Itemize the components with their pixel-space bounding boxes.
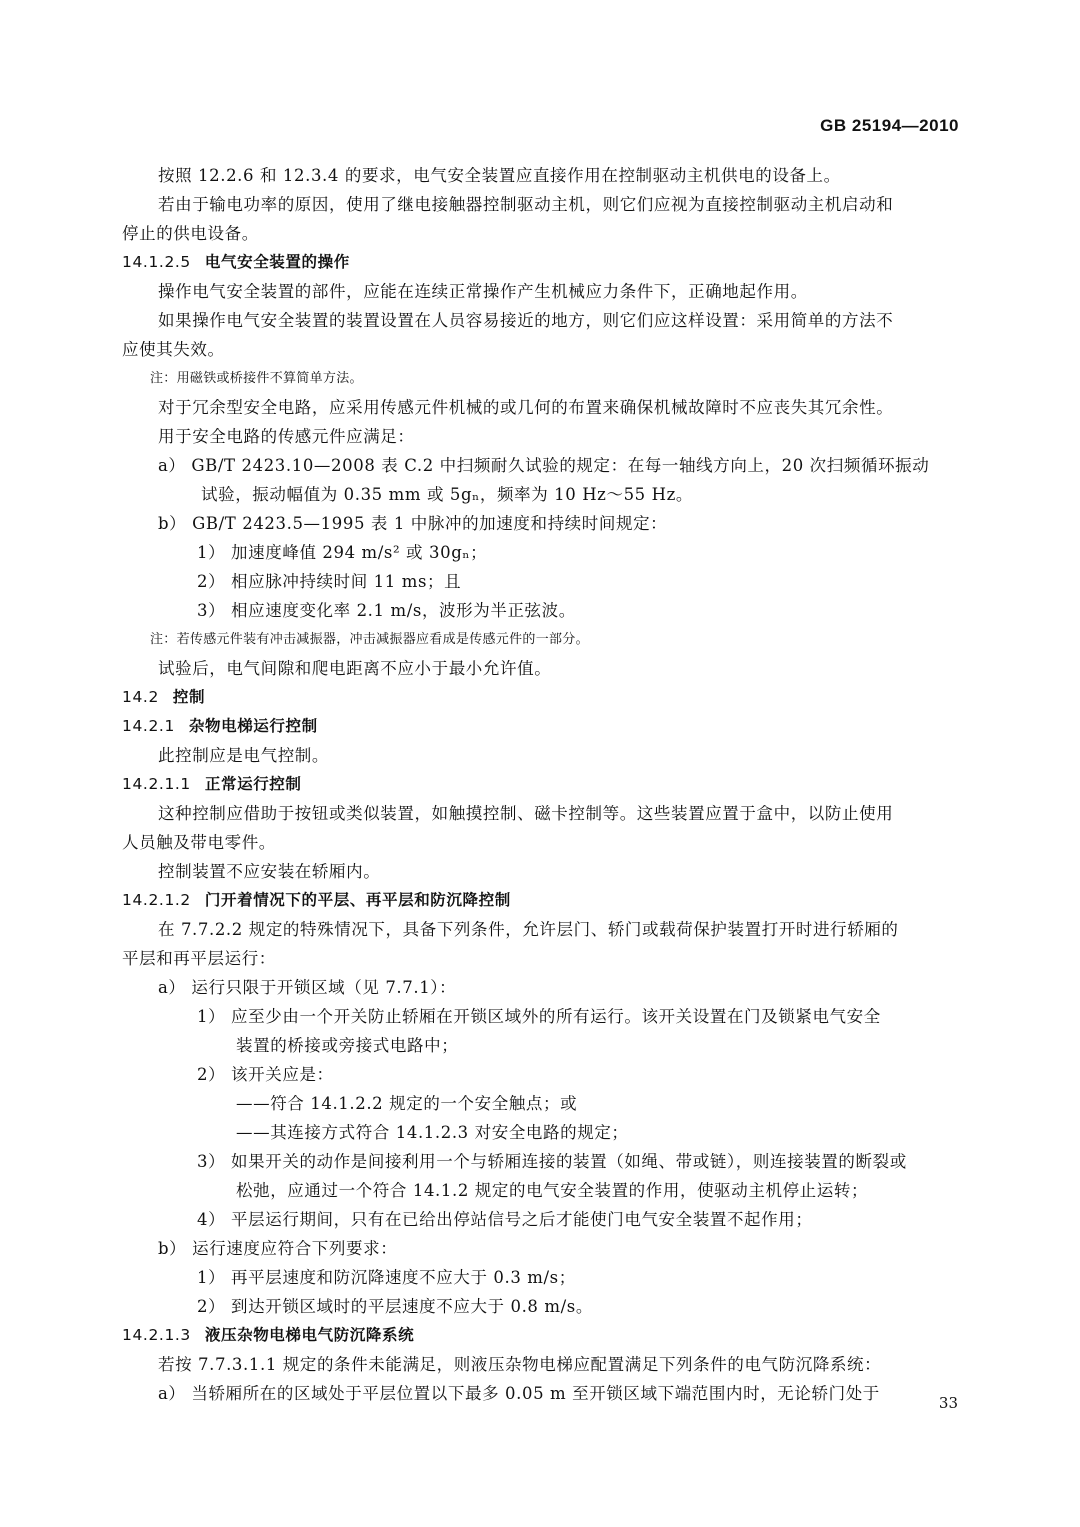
sub-list-item: 1） 加速度峰值 294 m/s² 或 30gₙ； [197,543,488,562]
paragraph-line: 若由于输电功率的原因，使用了继电接触器控制驱动主机，则它们应视为直接控制驱动主机启动和 [158,195,894,214]
sub-list-item: 2） 该开关应是： [197,1065,334,1084]
section-title: 门开着情况下的平层、再平层和防沉降控制 [204,891,511,909]
sub-list-item: 1） 再平层速度和防沉降速度不应大于 0.3 m/s； [197,1268,576,1287]
paragraph-line: 此控制应是电气控制。 [158,746,329,765]
paragraph-continuation: 平层和再平层运行： [122,949,276,968]
sub-list-item-continuation: 松弛，应通过一个符合 14.1.2 规定的电气安全装置的作用，使驱动主机停止运转； [236,1181,869,1200]
document-body [122,161,958,1408]
list-item: a） GB/T 2423.10—2008 表 C.2 中扫频耐久试验的规定：在每一轴线方向上，20 次扫频循环振动 [158,456,930,475]
page-number: 33 [938,1394,958,1412]
dash-item: ——符合 14.1.2.2 规定的一个安全触点；或 [236,1094,578,1113]
section-number: 14.2.1.2 [122,891,191,909]
section-title: 控制 [172,688,206,706]
section-number: 14.2.1 [122,717,175,735]
note-line: 注：用磁铁或桥接件不算简单方法。 [150,371,363,386]
sub-list-item: 3） 如果开关的动作是间接利用一个与轿厢连接的装置（如绳、带或链），则连接装置的断裂或 [197,1152,907,1171]
paragraph-continuation: 应使其失效。 [122,340,225,359]
paragraph-continuation: 人员触及带电零件。 [122,833,276,852]
section-number: 14.1.2.5 [122,253,191,271]
paragraph-line: 操作电气安全装置的部件，应能在连续正常操作产生机械应力条件下，正确地起作用。 [158,282,808,301]
note-line: 注：若传感元件装有冲击减振器，冲击减振器应看成是传感元件的一部分。 [150,632,589,647]
sub-list-item-continuation: 装置的桥接或旁接式电路中； [236,1036,459,1055]
section-heading [122,712,958,741]
sub-list-item: 2） 到达开锁区域时的平层速度不应大于 0.8 m/s。 [197,1297,593,1316]
paragraph-line: 在 7.7.2.2 规定的特殊情况下，具备下列条件，允许层门、轿门或载荷保护装置打开时进行轿厢的 [158,920,899,939]
paragraph-line: 按照 12.2.6 和 12.3.4 的要求，电气安全装置应直接作用在控制驱动主机供电的设备上。 [158,166,841,185]
paragraph-line: 若按 7.7.3.1.1 规定的条件未能满足，则液压杂物电梯应配置满足下列条件的电气防沉降系统： [158,1355,882,1374]
paragraph-line: 如果操作电气安全装置的装置设置在人员容易接近的地方，则它们应这样设置：采用简单的方法不 [158,311,894,330]
section-number: 14.2.1.1 [122,775,191,793]
list-item: b） GB/T 2423.5—1995 表 1 中脉冲的加速度和持续时间规定： [158,514,668,533]
list-item: b） 运行速度应符合下列要求： [158,1239,398,1258]
sub-list-item: 1） 应至少由一个开关防止轿厢在开锁区域外的所有运行。该开关设置在门及锁紧电气安全 [197,1007,881,1026]
section-title: 液压杂物电梯电气防沉降系统 [204,1326,415,1344]
section-heading [122,770,958,799]
paragraph-line: 对于冗余型安全电路，应采用传感元件机械的或几何的布置来确保机械故障时不应丧失其冗余性。 [158,398,894,417]
section-title: 杂物电梯运行控制 [188,717,318,735]
standard-number: GB 25194—2010 [820,116,959,135]
section-heading [122,683,958,712]
paragraph-line: 控制装置不应安装在轿厢内。 [158,862,381,881]
paragraph-line: 用于安全电路的传感元件应满足： [158,427,415,446]
section-number: 14.2 [122,688,159,706]
list-item: a） 运行只限于开锁区域（见 7.7.1）： [158,978,457,997]
section-title: 正常运行控制 [204,775,302,793]
paragraph-continuation: 停止的供电设备。 [122,224,259,243]
list-item-continuation: 试验，振动幅值为 0.35 mm 或 5gₙ，频率为 10 Hz～55 Hz。 [201,485,693,504]
sub-list-item: 2） 相应脉冲持续时间 11 ms；且 [197,572,462,591]
sub-list-item: 3） 相应速度变化率 2.1 m/s，波形为半正弦波。 [197,601,576,620]
paragraph-line: 这种控制应借助于按钮或类似装置，如触摸控制、磁卡控制等。这些装置应置于盒中，以防止使用 [158,804,894,823]
section-heading [122,248,958,277]
dash-item: ——其连接方式符合 14.1.2.3 对安全电路的规定； [236,1123,629,1142]
section-title: 电气安全装置的操作 [204,253,350,271]
section-heading [122,1321,958,1350]
sub-list-item: 4） 平层运行期间，只有在已给出停站信号之后才能使门电气安全装置不起作用； [197,1210,813,1229]
section-heading [122,886,958,915]
list-item: a） 当轿厢所在的区域处于平层位置以下最多 0.05 m 至开锁区域下端范围内时，无论轿门处于 [158,1384,880,1403]
paragraph-line: 试验后，电气间隙和爬电距离不应小于最小允许值。 [158,659,552,678]
section-number: 14.2.1.3 [122,1326,191,1344]
